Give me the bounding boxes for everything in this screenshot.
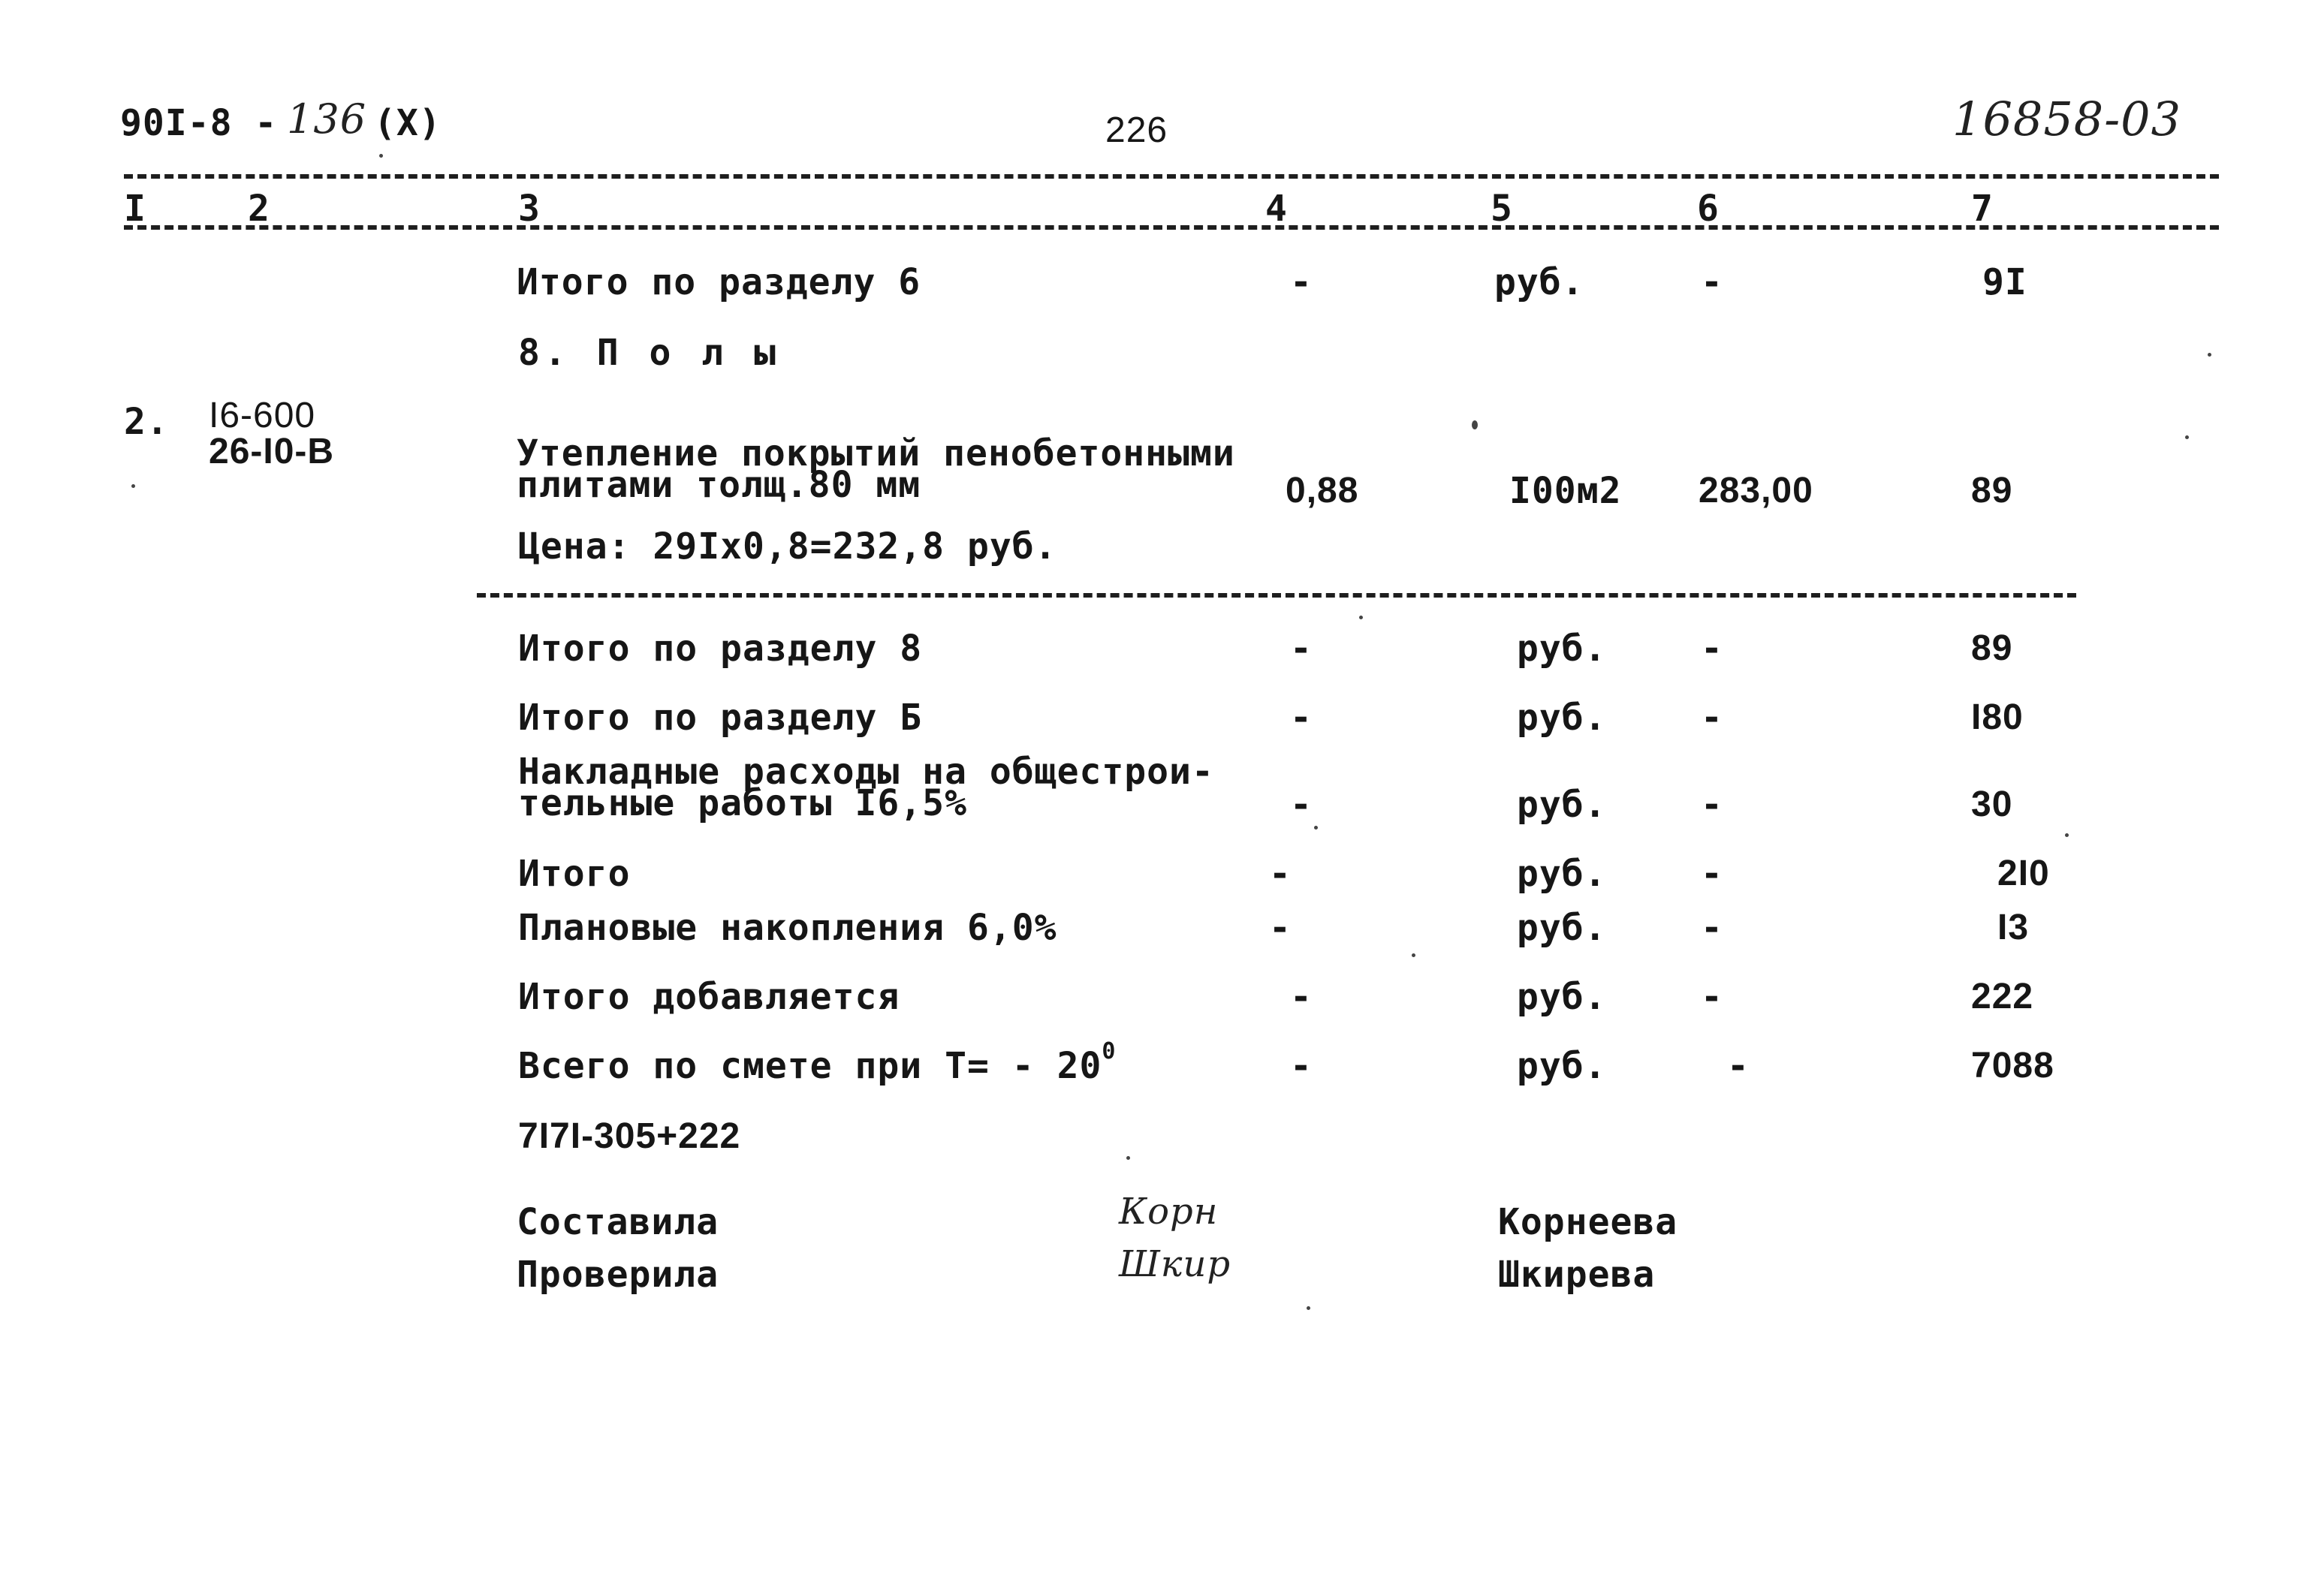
row-unit: руб. <box>1517 976 1607 1018</box>
column-number-5: 5 <box>1491 188 1513 230</box>
scan-speck <box>2065 833 2069 837</box>
scan-speck <box>1126 1156 1130 1160</box>
row-code-1: I6-600 <box>209 396 316 435</box>
row-name: Итого добавляется <box>518 976 900 1018</box>
row-name-line-1: Утепление покрытий пенобетонными <box>517 432 1235 474</box>
checked-by-label: Проверила <box>517 1254 719 1296</box>
page-number: 226 <box>1105 110 1168 150</box>
row-total: 30 <box>1971 784 2013 824</box>
row-unit: руб. <box>1517 697 1607 739</box>
grand-total-label: Всего по смете при Т= - 20 <box>518 1045 1102 1087</box>
row-unit: руб. <box>1517 628 1607 670</box>
row-unit: руб. <box>1494 261 1584 303</box>
scan-speck <box>1314 826 1318 830</box>
row-name-line-2: плитами толщ.80 мм <box>517 464 921 506</box>
degree-superscript: 0 <box>1102 1038 1117 1065</box>
compiled-signature: Корн <box>1119 1191 1219 1233</box>
row-name-line-1: Накладные расходы на общестрои- <box>518 751 1214 793</box>
scan-speck <box>131 484 135 488</box>
row-number: 2. <box>124 401 169 443</box>
price-note: Цена: 29Iх0,8=232,8 руб. <box>518 525 1057 568</box>
compiled-by-label: Составила <box>517 1201 719 1243</box>
header-rule-top <box>124 174 2219 179</box>
row-name: Итого <box>518 853 631 895</box>
row-price: - <box>1701 628 1723 670</box>
row-unit: руб. <box>1517 907 1607 949</box>
compiled-by-name: Корнеева <box>1498 1201 1678 1243</box>
row-unit: руб. <box>1517 1045 1607 1087</box>
row-unit: руб. <box>1517 784 1607 826</box>
row-price: - <box>1701 784 1723 826</box>
row-total: 7088 <box>1971 1046 2054 1086</box>
row-total: 89 <box>1971 628 2013 668</box>
section-separator <box>477 593 2076 598</box>
checked-signature: Шкир <box>1119 1243 1231 1285</box>
row-name: Итого по разделу 6 <box>517 261 921 303</box>
row-price: 283,00 <box>1699 471 1813 510</box>
column-number-6: 6 <box>1697 188 1720 230</box>
row-total: 89 <box>1971 471 2013 510</box>
row-total: I80 <box>1971 697 2024 737</box>
scan-speck <box>1412 953 1415 957</box>
column-number-2: 2 <box>248 188 270 230</box>
row-qty: 0,88 <box>1286 471 1359 510</box>
row-code-2: 26-I0-B <box>209 432 335 471</box>
series-suffix: (X) <box>374 102 442 144</box>
column-number-4: 4 <box>1265 188 1288 230</box>
row-qty: - <box>1290 976 1313 1018</box>
row-price: - <box>1701 976 1723 1018</box>
row-price: - <box>1701 261 1723 303</box>
row-qty: - <box>1290 1045 1313 1087</box>
row-total: 222 <box>1971 977 2034 1016</box>
row-price: - <box>1701 697 1723 739</box>
section-heading: 8. П о л ы <box>518 332 780 374</box>
row-unit: I00м2 <box>1509 470 1622 512</box>
calculation-formula: 7I7I-305+222 <box>518 1116 741 1156</box>
row-total: I3 <box>1997 908 2030 947</box>
row-total: 2I0 <box>1997 854 2050 893</box>
row-price: - <box>1701 853 1723 895</box>
row-total: 9I <box>1982 261 2027 303</box>
row-qty: - <box>1269 907 1292 949</box>
row-name: Итого по разделу 8 <box>518 628 923 670</box>
row-name: Итого по разделу Б <box>518 697 923 739</box>
row-name: Плановые накопления 6,0% <box>518 907 1057 949</box>
scan-speck <box>1307 1306 1310 1310</box>
row-price: - <box>1727 1045 1750 1087</box>
series-number: 136 <box>287 95 367 143</box>
row-qty: - <box>1290 784 1313 826</box>
row-qty: - <box>1290 697 1313 739</box>
row-qty: - <box>1290 261 1313 303</box>
scan-speck <box>2208 353 2211 357</box>
scan-speck <box>1359 616 1363 619</box>
header-rule-bottom <box>124 225 2219 230</box>
column-number-3: 3 <box>518 188 541 230</box>
row-unit: руб. <box>1517 853 1607 895</box>
document-code: 16858-03 <box>1952 92 2182 146</box>
column-number-7: 7 <box>1971 188 1994 230</box>
row-price: - <box>1701 907 1723 949</box>
row-qty: - <box>1269 853 1292 895</box>
checked-by-name: Шкирева <box>1498 1254 1656 1296</box>
column-number-1: I <box>124 188 146 230</box>
series-prefix: 90I-8 - <box>120 102 278 144</box>
scan-speck <box>1472 420 1478 429</box>
row-name <box>518 1038 1117 1087</box>
row-name-line-2: тельные работы I6,5% <box>518 782 967 824</box>
row-qty: - <box>1290 628 1313 670</box>
scan-speck <box>2185 435 2189 439</box>
scan-speck <box>379 154 383 158</box>
